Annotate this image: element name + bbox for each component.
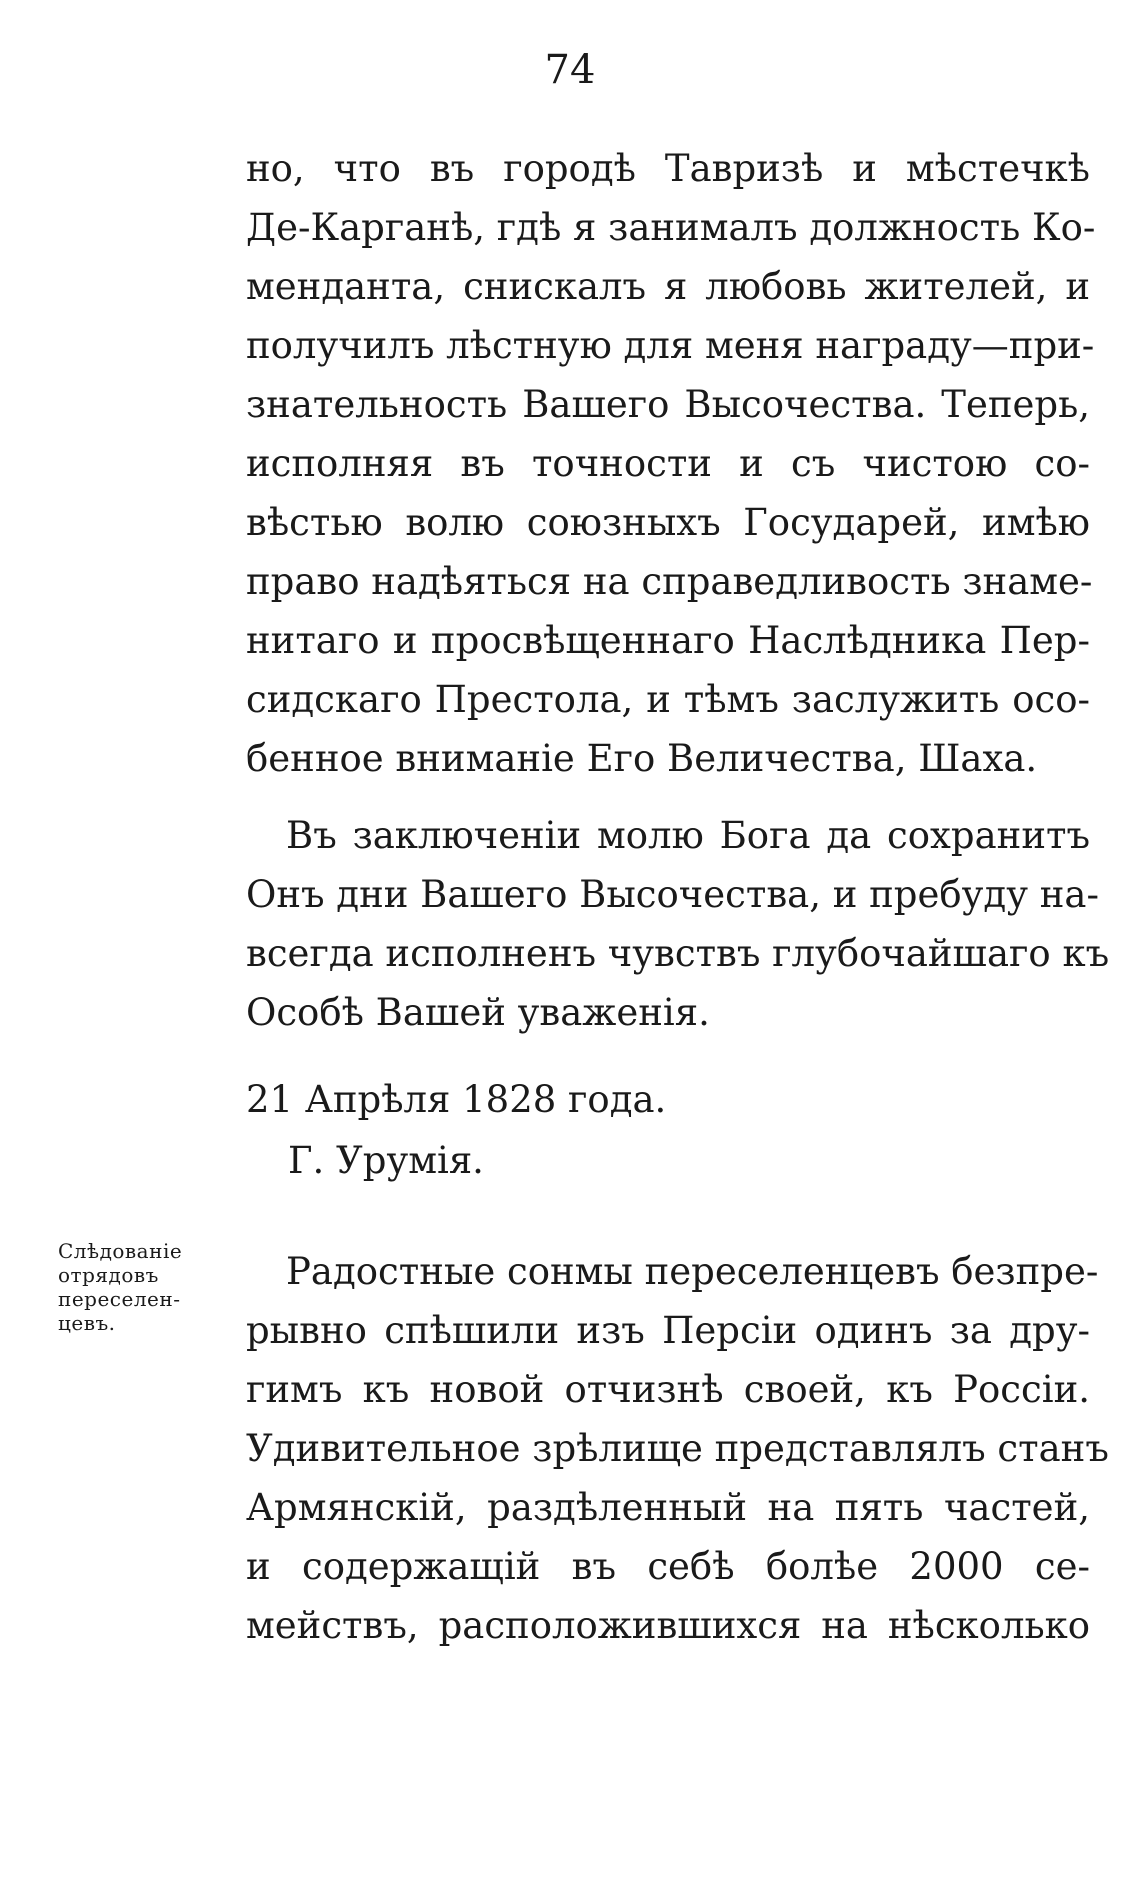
paragraph-1 bbox=[246, 139, 1096, 788]
text-line: рывно спѣшили изъ Персіи одинъ за дру- bbox=[246, 1309, 1090, 1352]
text-line: и содержащій въ себѣ болѣе 2000 се- bbox=[246, 1545, 1090, 1588]
text-line: мействъ, расположившихся на нѣсколько bbox=[246, 1604, 1090, 1647]
text-line: менданта, снискалъ я любовь жителей, и bbox=[246, 265, 1090, 308]
marginal-note-line: Слѣдованіе bbox=[58, 1239, 183, 1263]
dateline: 21 Апрѣля 1828 года. bbox=[246, 1078, 667, 1121]
marginal-note-line: отрядовъ bbox=[58, 1263, 159, 1287]
text-line: всегда исполненъ чувствъ глубочайшаго къ bbox=[246, 932, 1110, 975]
page-number: 74 bbox=[544, 47, 596, 93]
text-line: право надѣяться на справедливость знаме- bbox=[246, 560, 1093, 603]
text-line: Въ заключеніи молю Бога да сохранитъ bbox=[286, 814, 1090, 857]
text-line: бенное вниманіе Его Величества, Шаха. bbox=[246, 737, 1038, 780]
text-line: Де-Карганѣ, гдѣ я занималъ должность Ко- bbox=[246, 206, 1096, 249]
text-line: вѣстью волю союзныхъ Государей, имѣю bbox=[246, 501, 1090, 544]
text-line: гимъ къ новой отчизнѣ своей, къ Россіи. bbox=[246, 1368, 1090, 1411]
text-line: Онъ дни Вашего Высочества, и пребуду на- bbox=[246, 873, 1099, 916]
paragraph-3 bbox=[246, 1242, 1109, 1655]
marginal-note-line: переселен- bbox=[58, 1287, 181, 1311]
text-line: сидскаго Престола, и тѣмъ заслужить осо- bbox=[246, 678, 1090, 721]
text-line: Удивительное зрѣлище представлялъ станъ bbox=[246, 1427, 1109, 1470]
text-line: нитаго и просвѣщеннаго Наслѣдника Пер- bbox=[246, 619, 1090, 662]
paragraph-2 bbox=[246, 806, 1110, 1042]
text-line: Радостные сонмы переселенцевъ безпре- bbox=[286, 1250, 1099, 1293]
place-name: Г. Урумія. bbox=[288, 1139, 484, 1182]
text-line: исполняя въ точности и съ чистою со- bbox=[246, 442, 1090, 485]
marginal-note-line: цевъ. bbox=[58, 1311, 116, 1335]
text-line: получилъ лѣстную для меня награду—при- bbox=[246, 324, 1095, 367]
text-line: но, что въ городѣ Тавризѣ и мѣстечкѣ bbox=[246, 147, 1090, 190]
text-line: знательность Вашего Высочества. Теперь, bbox=[246, 383, 1090, 426]
text-line: Армянскій, раздѣленный на пять частей, bbox=[246, 1486, 1090, 1529]
text-line: Особѣ Вашей уваженія. bbox=[246, 991, 710, 1034]
marginal-note bbox=[58, 1239, 228, 1335]
